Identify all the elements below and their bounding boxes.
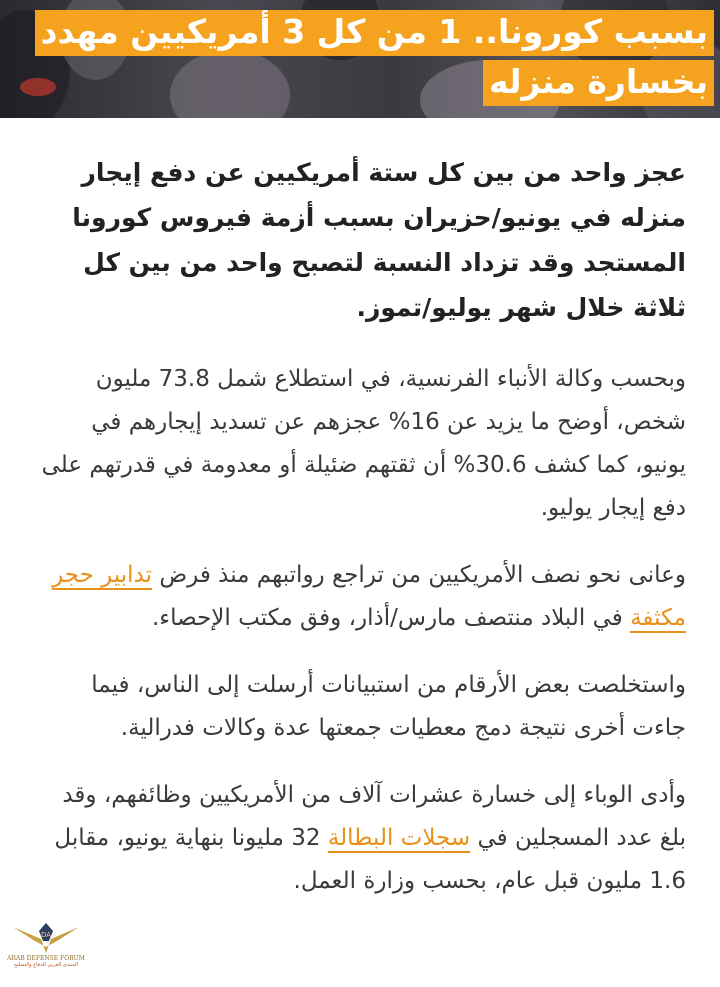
paragraph-text: وأدى الوباء إلى خسارة عشرات آلاف من الأمريكيين وظائفهم، وقد بلغ عدد المسجلين في bbox=[62, 782, 686, 851]
paragraph-salaries bbox=[34, 554, 686, 640]
watermark-title: ARAB DEFENSE FORUM bbox=[7, 955, 85, 962]
eagle-emblem-icon bbox=[11, 919, 81, 955]
quarantine-measures-link[interactable]: تدابير حجر مكثفة bbox=[52, 562, 686, 631]
watermark-subtitle: المنتدى العربي للدفاع والتسليح bbox=[13, 962, 79, 968]
paragraph-unemployment bbox=[34, 774, 686, 903]
logo-initials: DA bbox=[40, 931, 52, 939]
paragraph-text: 32 مليونا بنهاية يونيو، مقابل 1.6 مليون قبل عام، بحسب وزارة العمل. bbox=[54, 825, 686, 894]
headline bbox=[0, 10, 714, 106]
headline-line-2: بخسارة منزله bbox=[483, 60, 714, 106]
paragraph-survey: وبحسب وكالة الأنباء الفرنسية، في استطلاع شمل 73.8 مليون شخص، أوضح ما يزيد عن 16% عجزهم عن تسديد إيجارهم في يونيو، كما كشف 30.6% أن ثقتهم ضئيلة أو معدومة في قدرتهم على دفع إيجار يوليو. bbox=[41, 366, 686, 521]
watermark-logo bbox=[4, 919, 88, 981]
headline-line-1: بسبب كورونا.. 1 من كل 3 أمريكيين مهدد bbox=[35, 10, 714, 56]
unemployment-records-link[interactable]: سجلات البطالة bbox=[327, 825, 471, 851]
header-banner bbox=[0, 0, 720, 118]
article-body bbox=[34, 150, 686, 927]
paragraph-text: في البلاد منتصف مارس/أذار، وفق مكتب الإحصاء. bbox=[152, 605, 631, 631]
paragraph-data-sources: واستخلصت بعض الأرقام من استبيانات أرسلت إلى الناس، فيما جاءت أخرى نتيجة دمج معطيات جمعتها عدة وكالات فدرالية. bbox=[91, 672, 686, 741]
lead-paragraph: عجز واحد من بين كل ستة أمريكيين عن دفع إيجار منزله في يونيو/حزيران بسبب أزمة فيروس كورونا المستجد وقد تزداد النسبة لتصبح واحد من بين كل ثلاثة خلال شهر يوليو/تموز. bbox=[72, 158, 686, 322]
paragraph-text: وعانى نحو نصف الأمريكيين من تراجع رواتبهم منذ فرض bbox=[152, 562, 686, 588]
